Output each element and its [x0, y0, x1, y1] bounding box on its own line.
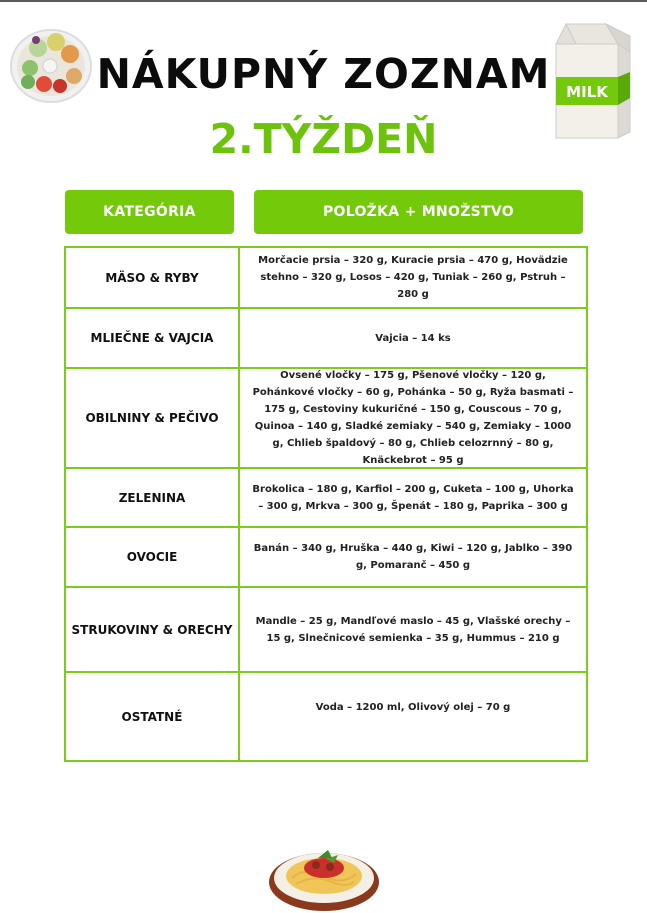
column-header-category: KATEGÓRIA: [65, 190, 234, 234]
items-cell: Brokolica – 180 g, Karfiol – 200 g, Cuketa – 100 g, Uhorka – 300 g, Mrkva – 300 g, Špenát – 180 g, Paprika – 300 g: [252, 483, 574, 512]
category-cell: OVOCIE: [66, 528, 240, 586]
table-row: [66, 528, 586, 588]
category-cell: MLIEČNE & VAJCIA: [66, 309, 240, 367]
items-cell: Mandle – 25 g, Mandľové maslo – 45 g, Vlašské orechy – 15 g, Slnečnicové semienka – 35 g, Hummus – 210 g: [255, 615, 571, 644]
column-header-items: POLOŽKA + MNOŽSTVO: [254, 190, 583, 234]
items-cell: Banán – 340 g, Hruška – 440 g, Kiwi – 120 g, Jablko – 390 g, Pomaranč – 450 g: [253, 543, 573, 571]
table-row: [66, 248, 586, 309]
top-rule: [0, 0, 647, 2]
category-cell: STRUKOVINY & ORECHY: [66, 588, 240, 671]
items-cell: Voda – 1200 ml, Olivový olej – 70 g: [315, 702, 511, 713]
page-title: NÁKUPNÝ ZOZNAM: [96, 50, 551, 98]
table-row: [66, 673, 586, 762]
items-cell: Morčacie prsia – 320 g, Kuracie prsia – 470 g, Hovädzie stehno – 320 g, Losos – 420 g, Tuniak – 260 g, Pstruh – 280 g: [258, 255, 568, 300]
category-cell: OBILNINY & PEČIVO: [66, 369, 240, 467]
table-row: [66, 309, 586, 369]
week-subtitle: 2.TÝŽDEŇ: [209, 115, 438, 163]
shopping-table: [64, 246, 588, 762]
pasta-plate-icon: [266, 838, 382, 913]
category-cell: MÄSO & RYBY: [66, 248, 240, 307]
table-row: [66, 588, 586, 673]
category-cell: OSTATNÉ: [66, 673, 240, 760]
category-cell: ZELENINA: [66, 469, 240, 526]
milk-label: MILK: [566, 83, 608, 101]
table-row: [66, 469, 586, 528]
table-row: [66, 369, 586, 469]
items-cell: Ovsené vločky – 175 g, Pšenové vločky – 120 g, Pohánkové vločky – 60 g, Pohánka – 50 g, Ryža basmati – 175 g, Cestoviny kukuričné – 150 g, Couscous – 70 g, Quinoa – 140 g, Sladké zemiaky – 540 g, Zemiaky – 1000 g, Chlieb špaldový – 80 g, Chlieb celozrnný – 80 g, Knäckebrot – 95 g: [252, 370, 574, 466]
items-cell: Vajcia – 14 ks: [375, 332, 451, 344]
